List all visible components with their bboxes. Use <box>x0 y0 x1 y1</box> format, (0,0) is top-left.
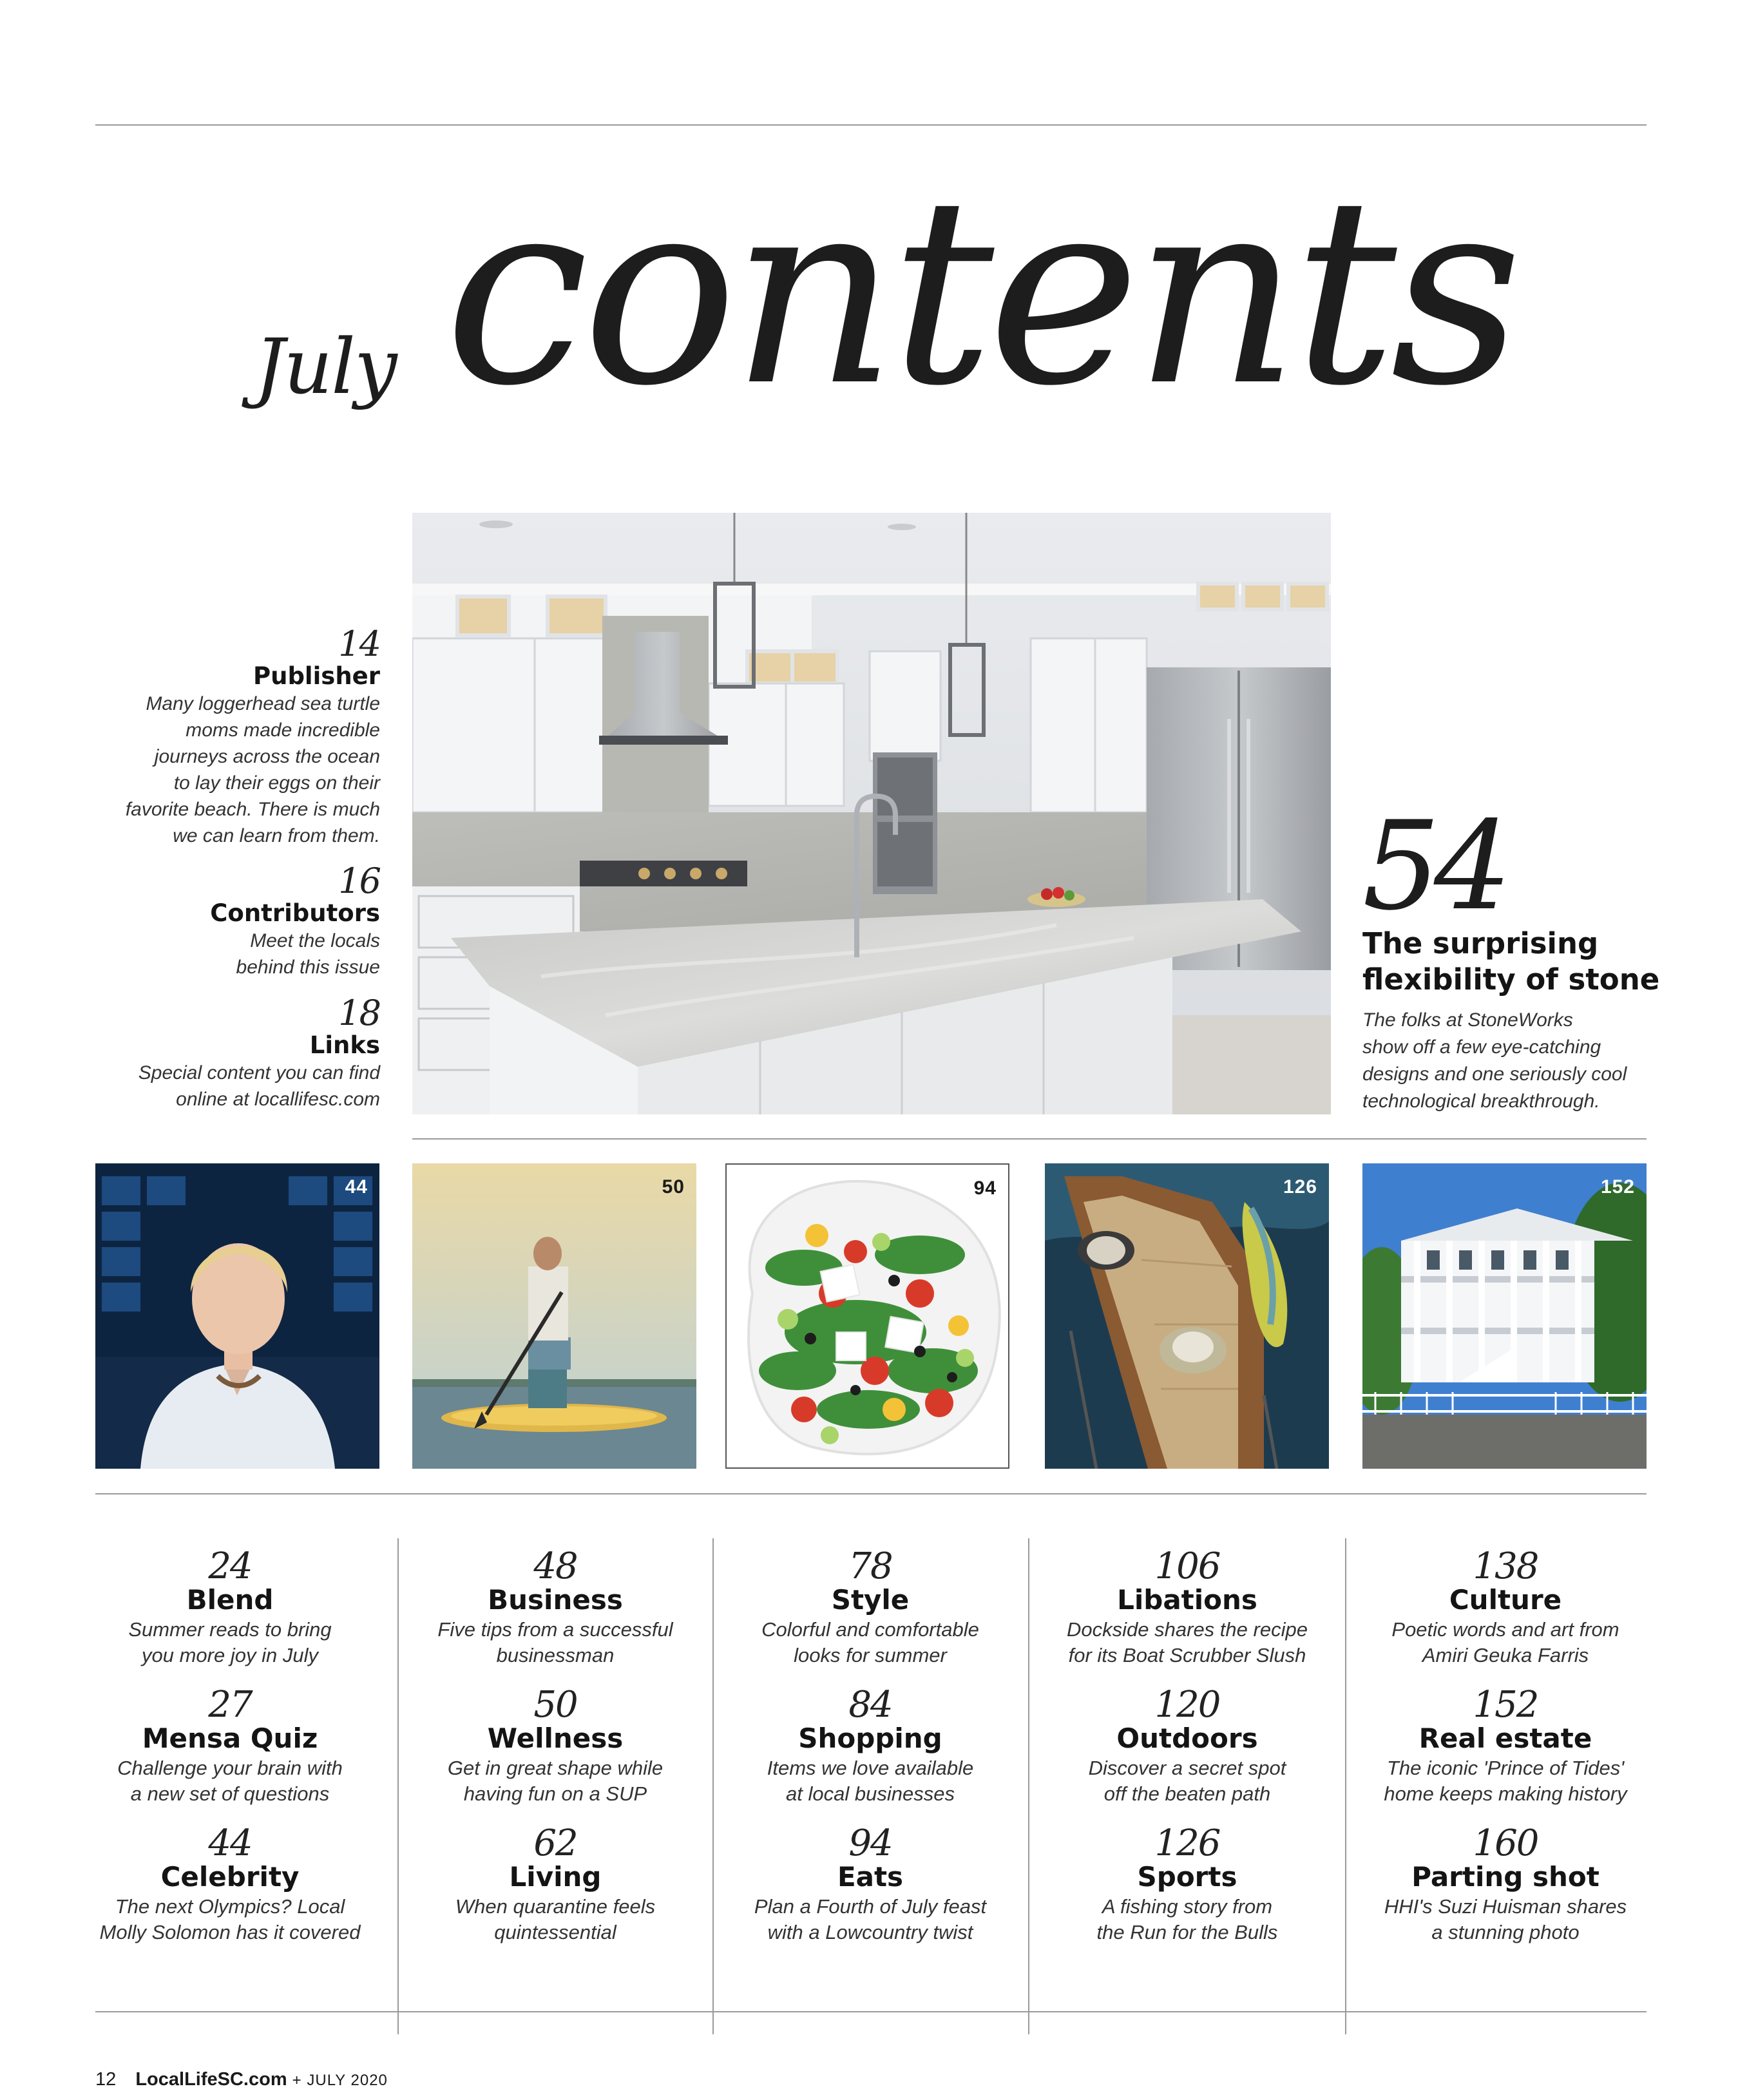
department-entry[interactable] <box>79 1547 381 1686</box>
entry-description <box>404 1755 707 1807</box>
desc-line: the Run for the Bulls <box>1096 1921 1278 1943</box>
desc-line: The iconic 'Prince of Tides' <box>1386 1757 1625 1779</box>
page-number: 78 <box>848 1545 892 1587</box>
entry-title: Business <box>488 1584 623 1616</box>
desc-line: Plan a Fourth of July feast <box>754 1895 987 1918</box>
desc-line: HHI's Suzi Huisman shares <box>1384 1895 1627 1918</box>
department-entry[interactable] <box>1354 1686 1657 1824</box>
page-number: 50 <box>533 1684 577 1726</box>
desc-line: to lay their eggs on their <box>173 772 380 794</box>
salad-photo[interactable] <box>725 1163 1009 1469</box>
bottom-rule <box>95 2011 1647 2012</box>
page-number: 16 <box>338 861 380 901</box>
desc-line: journeys across the ocean <box>154 746 380 767</box>
desc-line: Get in great shape while <box>447 1757 664 1779</box>
desc-line: moms made incredible <box>186 720 380 741</box>
mid-rule <box>412 1138 1647 1140</box>
fishing-boat-photo[interactable] <box>1045 1163 1329 1469</box>
desc-line: Poetic words and art from <box>1391 1618 1619 1641</box>
department-entry[interactable] <box>404 1824 707 1963</box>
portrait-photo[interactable] <box>95 1163 379 1469</box>
desc-line: Items we love available <box>767 1757 974 1779</box>
feature-title <box>1362 926 1723 998</box>
kitchen-photo[interactable] <box>412 513 1331 1114</box>
page-number: 14 <box>338 624 380 664</box>
entry-description <box>1354 1894 1657 1945</box>
title-line: The surprising <box>1362 926 1599 960</box>
thumbnail-page-number: 152 <box>1600 1176 1635 1198</box>
entry-title: Blend <box>186 1584 274 1616</box>
entry-title: Contributors <box>210 899 380 927</box>
entry-title: Links <box>309 1031 380 1059</box>
department-entry[interactable] <box>79 1824 381 1963</box>
page-number: 106 <box>1154 1545 1220 1587</box>
entry-description <box>719 1617 1022 1668</box>
department-entry[interactable] <box>719 1547 1022 1686</box>
department-column <box>1036 1547 1339 1963</box>
entry-title: Culture <box>1449 1584 1562 1616</box>
department-entry[interactable] <box>404 1547 707 1686</box>
entry-title: Wellness <box>487 1723 624 1754</box>
desc-line: Discover a secret spot <box>1088 1757 1286 1779</box>
desc-line: off the beaten path <box>1103 1782 1271 1805</box>
page-number: 48 <box>533 1545 577 1587</box>
entry-description <box>79 1894 381 1945</box>
desc-line: looks for summer <box>794 1644 947 1666</box>
desc-line: businessman <box>496 1644 615 1666</box>
thumbnail-page-number: 44 <box>345 1176 368 1198</box>
historic-house-photo[interactable] <box>1362 1163 1647 1469</box>
title-line: flexibility of stone <box>1362 962 1660 997</box>
entry-title: Sports <box>1137 1861 1237 1893</box>
entry-description <box>719 1894 1022 1945</box>
entry-description <box>79 1617 381 1668</box>
desc-line: designs and one seriously cool <box>1362 1064 1627 1085</box>
desc-line: When quarantine feels <box>455 1895 656 1918</box>
desc-line: Meet the locals <box>250 930 380 951</box>
page-number: 24 <box>208 1545 252 1587</box>
page-number: 160 <box>1473 1822 1538 1864</box>
contents-heading: contents <box>444 143 1516 443</box>
page-footer <box>95 2069 388 2090</box>
thumbnail-page-number: 94 <box>973 1178 997 1199</box>
column-divider <box>1345 1538 1346 2034</box>
desc-line: technological breakthrough. <box>1362 1091 1600 1112</box>
entry-description <box>1036 1755 1339 1807</box>
feature-story[interactable] <box>1362 795 1723 1115</box>
entry-description <box>1354 1755 1657 1807</box>
department-column <box>79 1547 381 1963</box>
department-column <box>404 1547 707 1963</box>
department-column <box>719 1547 1022 1963</box>
entry-description <box>77 928 380 980</box>
desc-line: Amiri Geuka Farris <box>1422 1644 1589 1666</box>
department-entry[interactable] <box>1036 1547 1339 1686</box>
sidebar-entry-contributors[interactable] <box>77 863 380 980</box>
entry-title: Real estate <box>1418 1723 1592 1754</box>
desc-line: Colorful and comfortable <box>761 1618 979 1641</box>
desc-line: A fishing story from <box>1102 1895 1273 1918</box>
desc-line: online at locallifesc.com <box>176 1089 380 1110</box>
department-entry[interactable] <box>1036 1824 1339 1963</box>
desc-line: at local businesses <box>786 1782 955 1805</box>
entry-title: Parting shot <box>1411 1861 1600 1893</box>
entry-description <box>404 1617 707 1668</box>
month-heading: July <box>254 322 396 411</box>
column-divider <box>1028 1538 1029 2034</box>
thumbnail-page-number: 126 <box>1283 1176 1317 1198</box>
entry-description <box>1354 1617 1657 1668</box>
page-number: 126 <box>1154 1822 1220 1864</box>
page-number: 27 <box>208 1684 252 1726</box>
column-divider <box>712 1538 714 2034</box>
feature-page-number: 54 <box>1362 795 1505 937</box>
page-number: 138 <box>1473 1545 1538 1587</box>
entry-title: Celebrity <box>160 1861 300 1893</box>
desc-line: quintessential <box>494 1921 616 1943</box>
desc-line: favorite beach. There is much <box>125 799 380 820</box>
desc-line: The next Olympics? Local <box>115 1895 345 1918</box>
page-number: 94 <box>848 1822 892 1864</box>
department-column <box>1354 1547 1657 1963</box>
entry-description <box>79 1755 381 1807</box>
desc-line: with a Lowcountry twist <box>767 1921 973 1943</box>
top-rule <box>95 124 1647 126</box>
entry-title: Living <box>509 1861 602 1893</box>
page-number: 84 <box>848 1684 892 1726</box>
site-link[interactable]: LocalLifeSC.com <box>135 2069 287 2090</box>
department-entry[interactable] <box>719 1686 1022 1824</box>
desc-line: Special content you can find <box>138 1062 380 1083</box>
column-divider <box>397 1538 399 2034</box>
entry-title: Eats <box>837 1861 904 1893</box>
desc-line: show off a few eye-catching <box>1362 1036 1601 1058</box>
desc-line: The folks at StoneWorks <box>1362 1009 1573 1031</box>
entry-title: Mensa Quiz <box>142 1723 318 1754</box>
sidebar-entry-links[interactable] <box>77 995 380 1112</box>
entry-description <box>1036 1617 1339 1668</box>
department-entry[interactable] <box>79 1686 381 1824</box>
entry-description <box>719 1755 1022 1807</box>
page-number: 62 <box>533 1822 577 1864</box>
entry-description <box>1036 1894 1339 1945</box>
page-number: 44 <box>208 1822 252 1864</box>
page-number: 152 <box>1473 1684 1538 1726</box>
desc-line: for its Boat Scrubber Slush <box>1068 1644 1306 1666</box>
department-entry[interactable] <box>1354 1547 1657 1686</box>
desc-line: Many loggerhead sea turtle <box>146 693 380 714</box>
department-entry[interactable] <box>719 1824 1022 1963</box>
desc-line: a stunning photo <box>1431 1921 1580 1943</box>
desc-line: a new set of questions <box>130 1782 330 1805</box>
desc-line: Molly Solomon has it covered <box>99 1921 361 1943</box>
entry-description <box>404 1894 707 1945</box>
entry-title: Outdoors <box>1116 1723 1258 1754</box>
department-entry[interactable] <box>404 1686 707 1824</box>
entry-description <box>77 691 380 849</box>
department-entry[interactable] <box>1036 1686 1339 1824</box>
desc-line: we can learn from them. <box>173 825 380 846</box>
entry-title: Publisher <box>253 662 380 690</box>
department-entry[interactable] <box>1354 1824 1657 1963</box>
entry-title: Libations <box>1117 1584 1257 1616</box>
paddleboard-photo[interactable] <box>412 1163 696 1469</box>
entry-title: Shopping <box>798 1723 942 1754</box>
desc-line: behind this issue <box>236 957 380 978</box>
desc-line: home keeps making history <box>1384 1782 1627 1805</box>
page-number: 18 <box>338 993 380 1033</box>
folio-page-number: 12 <box>95 2069 117 2090</box>
desc-line: you more joy in July <box>142 1644 318 1666</box>
desc-line: having fun on a SUP <box>463 1782 647 1805</box>
desc-line: Five tips from a successful <box>437 1618 673 1641</box>
thumbnail-page-number: 50 <box>662 1176 685 1198</box>
lower-rule <box>95 1493 1647 1494</box>
desc-line: Summer reads to bring <box>128 1618 332 1641</box>
desc-line: Challenge your brain with <box>117 1757 343 1779</box>
page-number: 120 <box>1154 1684 1220 1726</box>
sidebar-entry-publisher[interactable] <box>77 626 380 849</box>
issue-date: + JULY 2020 <box>292 2072 388 2089</box>
entry-title: Style <box>831 1584 910 1616</box>
entry-description <box>77 1060 380 1112</box>
feature-description <box>1362 1007 1723 1115</box>
desc-line: Dockside shares the recipe <box>1067 1618 1308 1641</box>
